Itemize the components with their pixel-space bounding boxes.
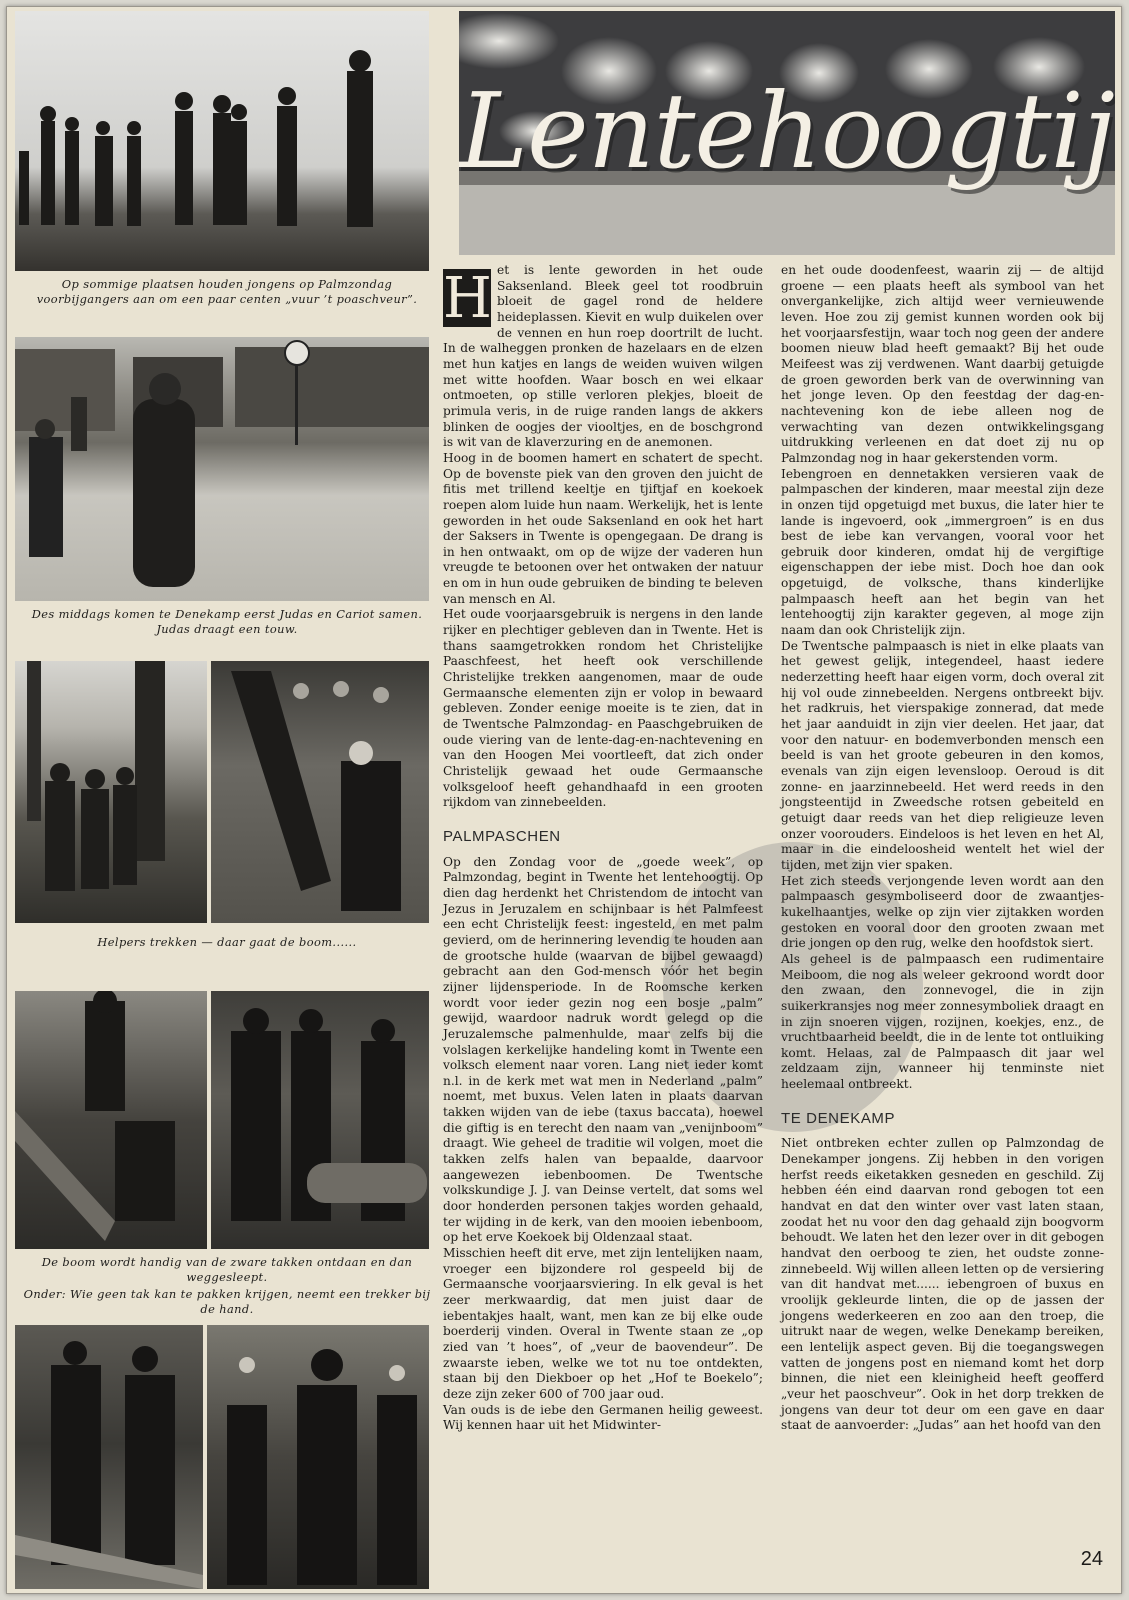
photo-tree-pull-right [211,661,429,923]
photo-village-street [15,337,429,601]
article-paragraph: De Twentsche palmpaasch is niet in elke plaats van het gewest gelijk, integendeel, haast iedere nederzetting heeft haar eigen vorm, doch overal zit hij vol oude zinnebeelden. Nergens ontbreekt bijv. het radkruis, het vierspakige zonnerad, dat mede het jaar aanduidt in zijn vier deelen. Het jaar, dat voor den natuur- en bodemverbonden mensch een beeld is van het groote gebeuren in den komos, evenals van zijn eigen levensloop. Oeroud is dit zonne- en jaarzinnebeeld. Het werd reeds in den jongsteentijd in Zweedsche rotsen gebeiteld en getuigt daar reeds van het diep religieuze leven onzer voorouders. Eindeloos is het leven en het Al, maar in die eindeloosheid wentelt het wiel der tijden, met zijn vier spaken. [781,638,1104,872]
drop-cap: H [443,266,492,331]
page-number: 24 [1080,1548,1103,1570]
article-paragraph: Op den Zondag voor de „goede week”, op Palmzondag, begint in Twente het lentehoogtij. Op dien dag herdenkt het Christendom de intocht van Jezus in Jeruzalem en schijnbaar is het Palmfeest een echt Christelijk feest: ingesteld, en met palm gevierd, om de herinnering levendig te houden aan de grootsche hulde (waarvan de bijbel gewaagd) gebracht aan den God-mensch vóór het begin zijner lijdensperiode. In de Roomsche kerken wordt voor ieder gezin nog een bosje „palm” gewijd, waardoor nadruk wordt gelegd op die Jeruzalemsche palmenhulde, maar zelfs bij die volslagen kerkelijke handeling komt in Twente een volksch element naar voren. Lang niet ieder komt n.l. in de kerk met wat men in Nederland „palm” noemt, met buxus. Velen laten in plaats daarvan takken wijden van de iebe (taxus baccata), hoewel die giftig is en terecht den naam van „venijnboom” draagt. Wie geheel de traditie wil volgen, moet die takken zelfs halen van bepaalde, daarvoor aangewezen iebenboomen. De Twentsche volkskundige J. J. van Deinse vertelt, dat soms wel door honderden personen takjes worden gehaald, ter wijding in de kerk, van den mooien iebenboom, op het erve Koekoek bij Oldenzaal staat. [443,854,763,1245]
caption-1: Op sommige plaatsen houden jongens op Palmzondag voorbijgangers aan om een paar centen „vuur ’t poaschveur”. [36,277,418,306]
section-heading-te-denekamp: TE DENEKAMP [781,1109,896,1127]
street-scene [15,337,429,601]
article-paragraph: Het zich steeds verjongende leven wordt aan den palmpaasch gesymboliseerd door de zwaantjes-kukelhaantjes, welke op zijn vier zijtakken worden gestoken en vooral door den grooten zwaan met drie jongen op den rug, welke den hoofdstok siert. [781,873,1104,951]
branches-right-scene [211,991,429,1249]
tree-pull-left-scene [15,661,207,923]
article-column-1 [443,263,763,1434]
photo-trekker-left [15,1325,203,1589]
article-column-2 [781,263,1104,1434]
caption-2: Des middags komen te Denekamp eerst Judas en Cariot samen. Judas draagt een touw. [31,607,423,636]
caption-3: Helpers trekken — daar gaat de boom...... [97,935,357,949]
photo-boys-on-dike [15,11,429,271]
caption-5: Onder: Wie geen tak kan te pakken krijgen, neemt een trekker bij de hand. [23,1287,431,1316]
photo-branches-left [15,991,207,1249]
trekker-right-scene [207,1325,429,1589]
article-paragraph: en het oude doodenfeest, waarin zij — de altijd groene — een plaats heeft als symbool van het onvergankelijke, zich altijd weer vernieuwende leven. Hoe zou zij gemist kunnen worden ook bij het voorjaarsfestijn, waar toch nog geen der andere boomen nieuw blad heeft gemaakt? Bij het oude Meifeest was zij verdwenen. Want daarbij getuigde de groen geworden berk van de overwinning van het jonge leven. Op den feestdag der dag-en-nachtevening kon de iebe alleen nog de verwachting van dezen ontwikkelingsgang uitdrukking verleenen en dat doet zij nu op Palmzondag nog in haar gekerstenden vorm. [781,263,1104,465]
page-title: Lentehoogtij [459,70,1115,192]
boys-silhouettes [15,11,429,271]
article-paragraph: Hoog in de boomen hamert en schatert de specht. Op de bovenste piek van den groven den juicht de fitis met trillend keeltje en tjiftjaf en koekoek roepen alom luide hun naam. Werkelijk, het is lente geworden in het oude Saksenland en ook het hart der Saksers in Twente is opengegaan. De drang is in hen ontwaakt, om op de wijze der vaderen hun vreugde te betoonen over het ontwaken der natuur en om in hun oude gebruiken de binding te beleven van mensch en Al. [443,450,763,606]
article-paragraph: Niet ontbreken echter zullen op Palmzondag de Denekamper jongens. Zij hebben in den vorigen herfst reeds eiketakken gesneden en geschild. Zij hebben één eind daarvan rond gebogen tot een handvat en dat den winter over vast laten staan, zoodat het nu voor den dag gehaald zijn boogvorm behoudt. We laten het den lezer over in dit gebogen handvat den oerboog te zien, het oudste zonne-zinnebeeld. Wij willen alleen letten op de versiering van dit handvat met...... iebengroen of buxus en vroolijk gekleurde linten, die op de jassen der jongens wederkeeren en zoo aan den troep, die uitrukt naar de wegen, welke Denekamp bereiken, een lentelijk aspect geven. Bij die toegangswegen vatten de jongens post en niemand komt het dorp binnen, die niet een kleinigheid heeft geofferd „veur het paoschveur”. Ook in het dorp trekken de jongens van deur tot deur om een gave en daar staat de aanvoerder: „Judas” aan het hoofd van den [781,1136,1104,1433]
title-banner [459,11,1115,255]
photo-trekker-right [207,1325,429,1589]
article-paragraph: Van ouds is de iebe den Germanen heilig geweest. Wij kennen haar uit het Midwinter- [443,1402,763,1433]
article-paragraph: Als geheel is de palmpaasch een rudimentaire Meiboom, die nog als weleer gekroond wordt door den zwaan, den zonnevogel, die in zijn suikerkransjes nog meer zonnesymboliek draagt en in zijn snoeren vijgen, rozijnen, koekjes, enz., de vruchtbaarheid beeldt, die in de lente tot ontluiking komt. Helaas, zal de Palmpaasch dit jaar wel zeldzaam zijn, wanneer hij tenminste niet heelemaal ontbreekt. [781,951,1104,1092]
article-paragraph: Iebengroen en dennetakken versieren vaak de palmpaschen der kinderen, maar meestal zijn deze in onzen tijd opgetuigd met buxus, die later hier te lande is ingevoerd, ook „immergroen” is en dus best de iebe kan vervangen, vooral voor het gebruik door kinderen, omdat hij de vergiftige eigenschappen der iebe mist. Doch hoe dan ook opgetuigd, de volksche, thans kinderlijke palmpaasch heeft aan het begin van het lentehoogtij zijn karakter gegeven, al moge zijn naam dan ook Christelijk zijn. [781,466,1104,638]
caption-4: De boom wordt handig van de zware takken ontdaan en dan weggesleept. [41,1255,413,1284]
article-paragraph: Het oude voorjaarsgebruik is nergens in den lande rijker en plechtiger gebleven dan in Twente. Het is thans saamgetrokken rondom het Christelijke Paaschfeest, het heeft ook verschillende Christelijke trekken aangenomen, maar de oude Germaansche elementen zijn er volop in bewaard gebleven. Zonder eenige moeite is te zien, dat in de Twentsche Palmzondag- en Paaschgebruiken de oude viering van de lente-dag-en-nachtevening en van den Hoogen Mei voortleeft, dat zich onder Christelijk gewaad het oude Germaansche volksgeloof heeft gehandhaafd in een grooten rijkdom van zinnebeelden. [443,607,763,810]
article-paragraph: Misschien heeft dit erve, met zijn lentelijken naam, vroeger een bijzondere rol gespeeld bij de Germaansche voorjaarsviering. In elk geval is het zeer merkwaardig, dat men juist daar de iebentakjes haalt, want, men kan ze bij elke oude boerderij vinden. Overal in Twente staan ze „op zied van ’t hoes”, of „veur de baovendeur”. De zwaarste ieben, welke we tot nu toe ontdekten, staan bij den Diekboer op het „Hof te Boekelo”; deze zijn zeker 600 of 700 jaar oud. [443,1246,763,1401]
photo-branches-right [211,991,429,1249]
branches-left-scene [15,991,207,1249]
trekker-left-scene [15,1325,203,1589]
article-paragraph: et is lente geworden in het oude Saksenland. Bleek geel tot roodbruin bloeit de gagel rond de heldere heideplassen. Kievit en wulp duikelen over de vennen en hun roep doortrilt de lucht. In de walheggen pronken de hazelaars en de elzen met hun katjes en langs de weiden wuiven wilgen met witte hoofden. Waar bosch en wei elkaar ontmoeten, op stille verloren plekjes, bloeit de primula veris, in de ruige randen langs de akkers blinken de oogjes der viooltjes, en de boschgrond is wit van de klaverzuring en de anemonen. [443,263,763,450]
section-heading-palmpaschen: PALMPASCHEN [443,827,561,845]
magazine-page [6,6,1122,1594]
photo-tree-pull-left [15,661,207,923]
tree-pull-right-scene [211,661,429,923]
